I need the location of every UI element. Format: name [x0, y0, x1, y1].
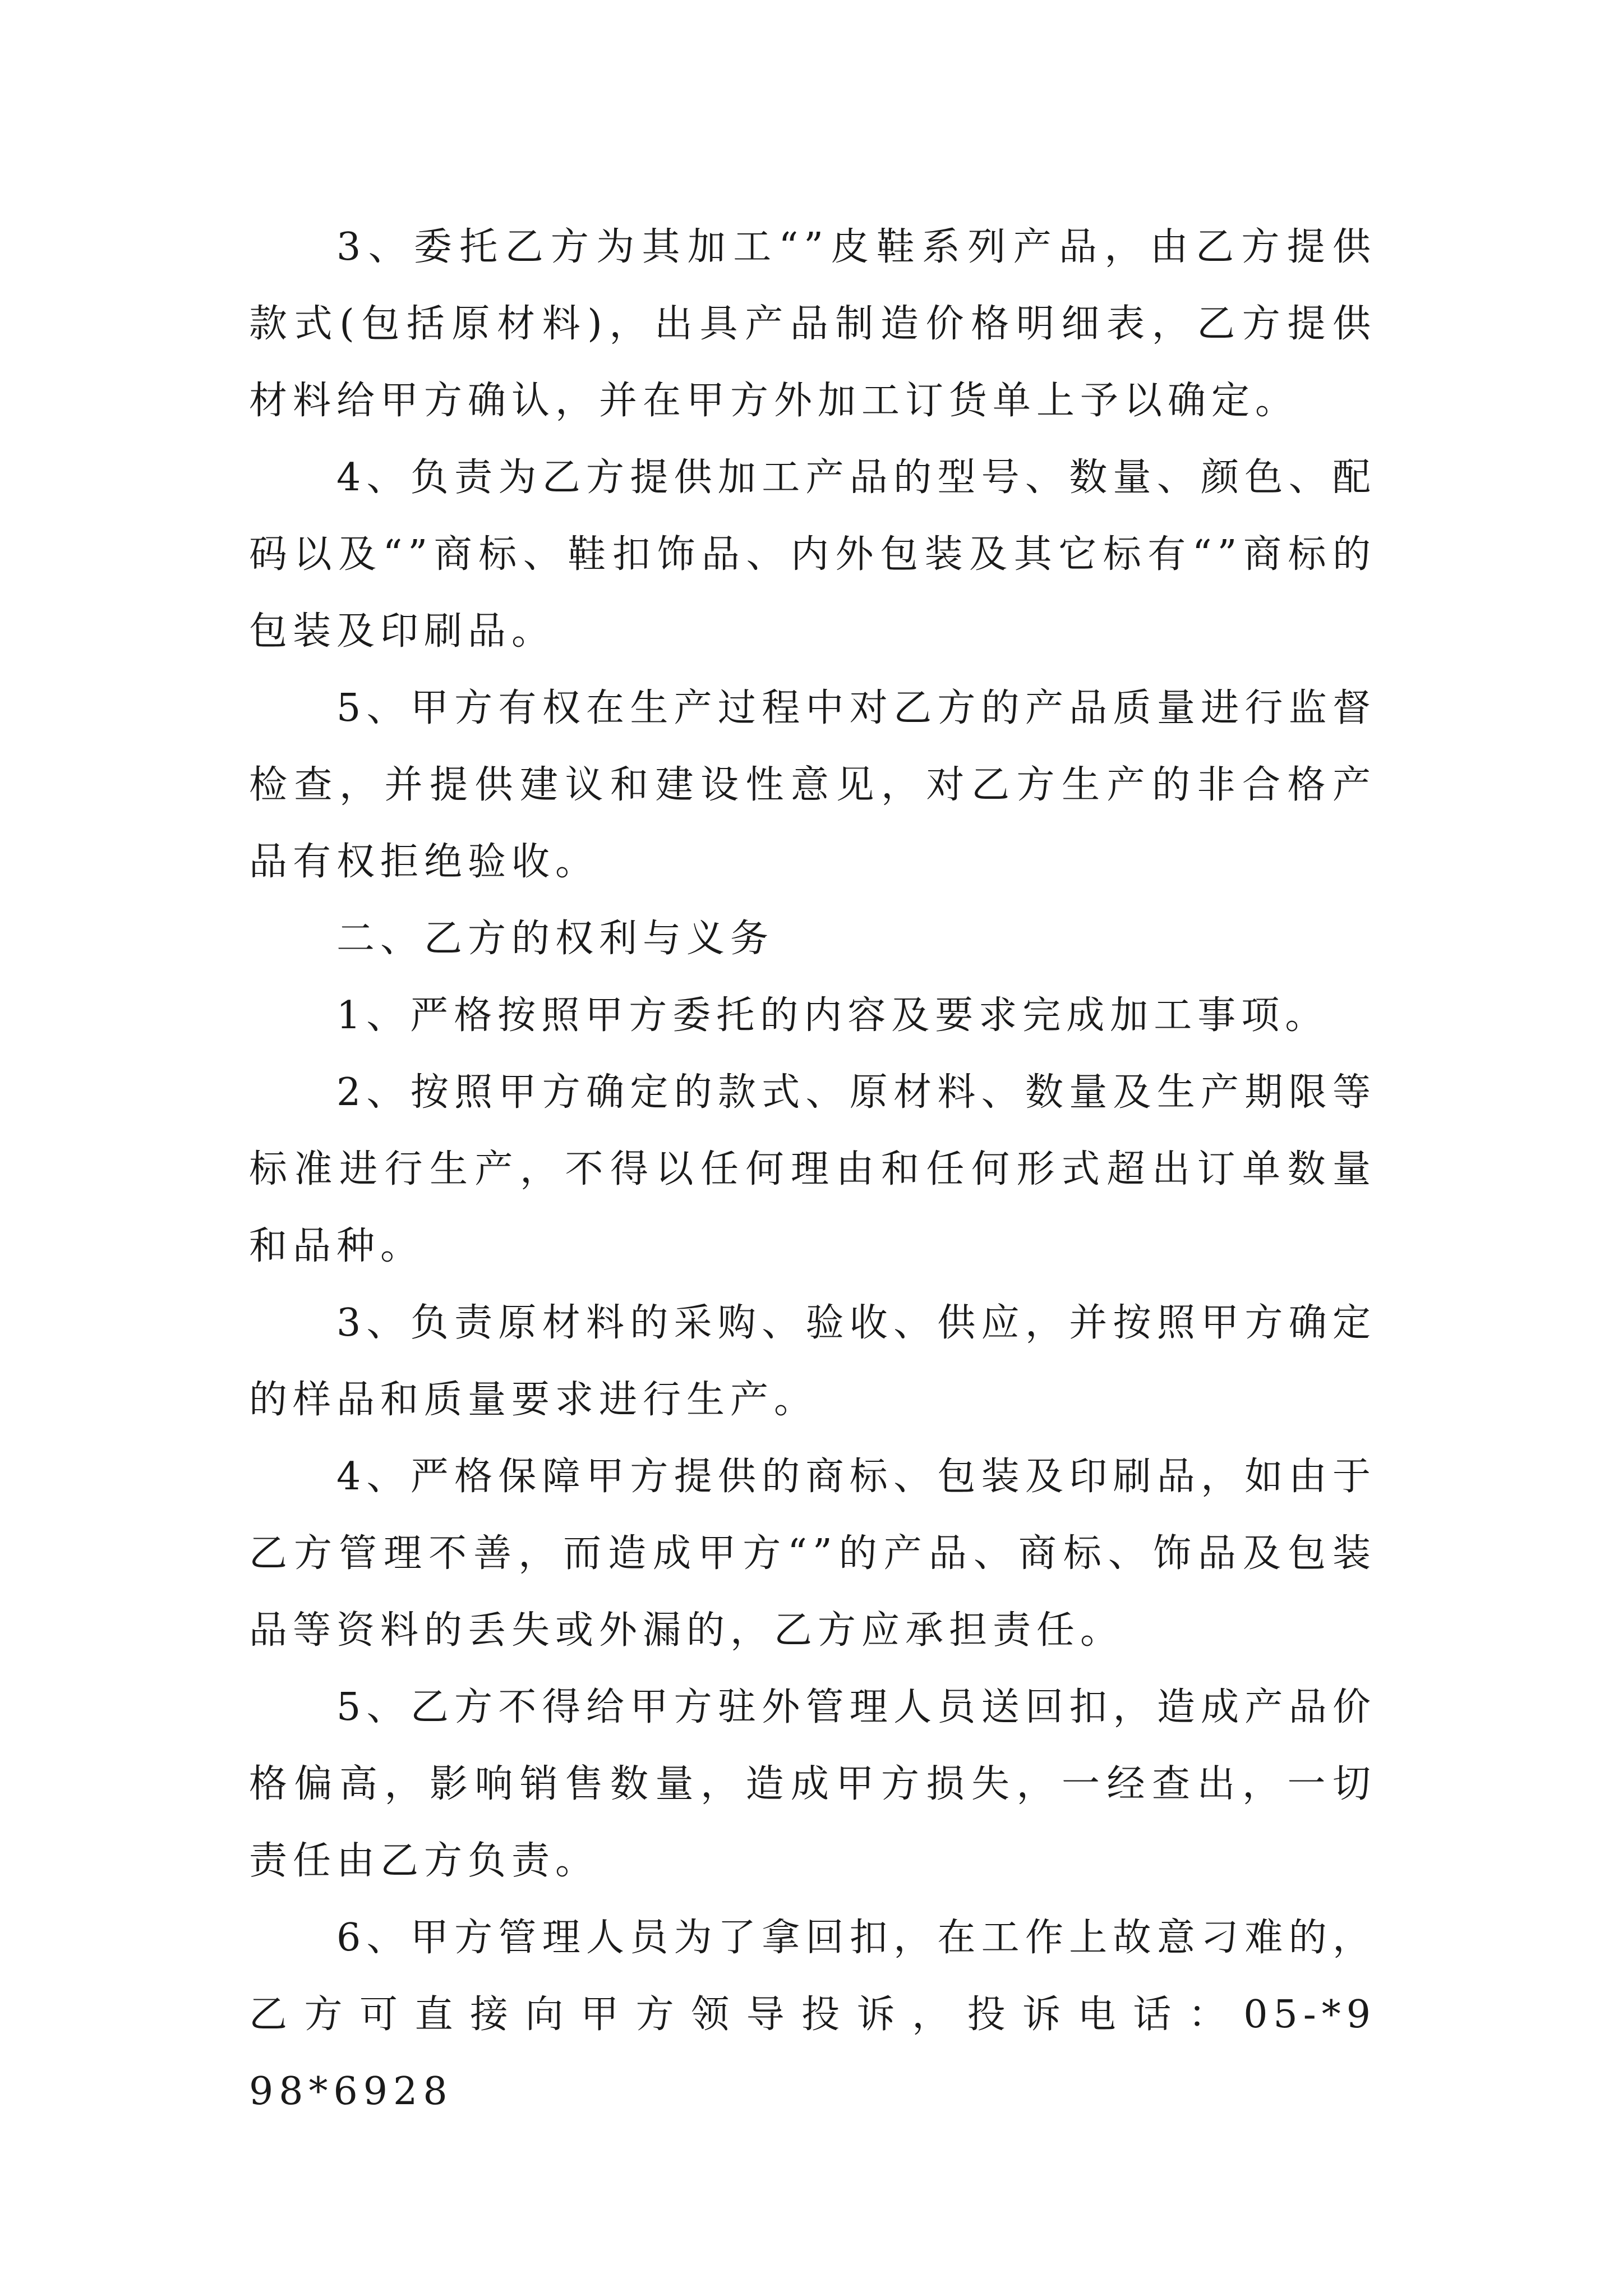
paragraph-party-b-item-3: 3、负责原材料的采购、验收、供应，并按照甲方确定的样品和质量要求进行生产。	[249, 1301, 1376, 1422]
paragraph-party-b-item-5: 5、乙方不得给甲方驻外管理人员送回扣，造成产品价格偏高，影响销售数量，造成甲方损失，一经查出，一切责任由乙方负责。	[249, 1685, 1376, 1883]
paragraph-party-b-item-2: 2、按照甲方确定的款式、原材料、数量及生产期限等标准进行生产，不得以任何理由和任何形式超出订单数量和品种。	[249, 1070, 1376, 1268]
paragraph-party-a-item-3: 3、委托乙方为其加工“”皮鞋系列产品，由乙方提供款式(包括原材料)，出具产品制造价格明细表，乙方提供材料给甲方确认，并在甲方外加工订货单上予以确定。	[249, 225, 1376, 423]
paragraph-party-b-item-6: 6、甲方管理人员为了拿回扣，在工作上故意刁难的，乙方可直接向甲方领导投诉，投诉电话：05-*9 98*6928	[249, 1916, 1376, 2114]
paragraph-party-a-item-4: 4、负责为乙方提供加工产品的型号、数量、颜色、配码以及“”商标、鞋扣饰品、内外包装及其它标有“”商标的包装及印刷品。	[249, 455, 1376, 654]
paragraph-party-b-item-4: 4、严格保障甲方提供的商标、包装及印刷品，如由于乙方管理不善，而造成甲方“”的产品、商标、饰品及包装品等资料的丢失或外漏的，乙方应承担责任。	[249, 1455, 1376, 1653]
paragraph-party-a-item-5: 5、甲方有权在生产过程中对乙方的产品质量进行监督检查，并提供建议和建设性意见，对乙方生产的非合格产品有权拒绝验收。	[249, 686, 1376, 884]
paragraph-party-b-item-1: 1、严格按照甲方委托的内容及要求完成加工事项。	[336, 993, 1329, 1038]
document-body	[249, 209, 1376, 2130]
section-heading-party-b: 二、乙方的权利与义务	[336, 917, 774, 961]
